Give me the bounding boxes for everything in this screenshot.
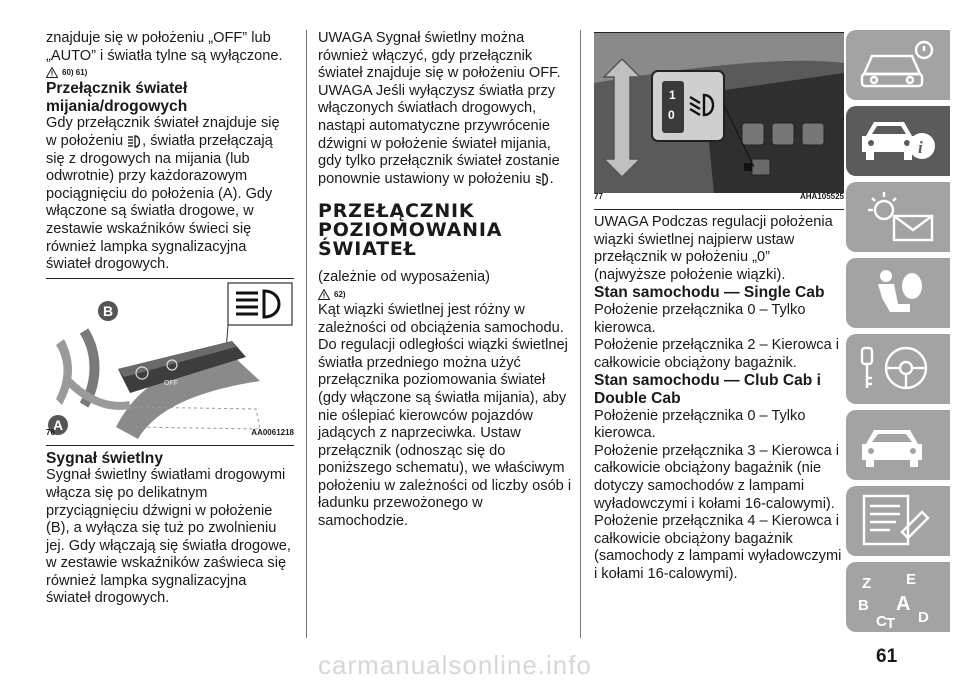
tab-index[interactable]: [846, 562, 950, 632]
column-divider: [580, 30, 581, 638]
paragraph: Sygnał świetlny światłami drogowymi włącza się po delikatnym przyciągnięciu dźwigni w położenie (B), a wyłącza się tuż po zwolnieniu jej. Gdy włączają się światła drogowe, w zestawie wskaźników zaświeca się również lampka sygnalizacyjna świateł drogowych.: [46, 467, 291, 607]
warning-ref: [46, 65, 294, 80]
tab-safety[interactable]: [846, 258, 950, 328]
tab-emergency[interactable]: [846, 410, 950, 480]
section-heading: Stan samochodu — Single Cab: [594, 284, 825, 302]
paragraph-end: .: [549, 170, 554, 187]
index-letter: D: [918, 609, 929, 626]
car-maintenance-icon: [856, 416, 940, 474]
note: UWAGA Podczas regulacji położenia wiązki świetlnej najpierw ustaw przełącznik w położeniu „0” (najwyższe położenie wiązki).: [594, 214, 833, 283]
index-letter: E: [906, 571, 917, 588]
figure-77: [594, 32, 844, 210]
figure-number: 76: [46, 428, 55, 438]
tab-car-info[interactable]: [846, 106, 950, 176]
label-b: B: [103, 302, 114, 319]
tab-warning-lights[interactable]: [846, 182, 950, 252]
paragraph-text: , światła przełączają się z drogowych na mijania (lub odwrotnie) przy każdorazowym pociągnięciu do położenia (A). Gdy włączone są światła drogowe, w zestawie wskaźników świeci się również lampka sygnalizacyjna świateł drogowych.: [46, 132, 273, 273]
note: (zależnie od wyposażenia): [318, 269, 490, 286]
airbag-seat-icon: [856, 264, 940, 322]
warning-ref-text: 62): [334, 289, 346, 299]
figure-76: [46, 278, 294, 446]
paragraph: Położenie przełącznika 0 – Tylko kierowca.: [594, 407, 806, 442]
svg-text:i: i: [918, 138, 923, 157]
leveling-switch-illustration: [594, 33, 844, 209]
digit-0: 0: [668, 108, 675, 122]
figure-code: AHA105525: [799, 192, 844, 202]
warning-ref-text: 60) 61): [62, 67, 88, 77]
paragraph: [46, 115, 294, 273]
paragraph: Położenie przełącznika 3 – Kierowca i całkowicie obciążony bagażnik (nie dotyczy samochodów z lampami wyładowczymi i kołami 16-calowymi).: [594, 442, 839, 512]
paragraph: Położenie przełącznika 4 – Kierowca i całkowicie obciążony bagażnik (samochody z lampami wyładowczymi i kołami 16-calowymi).: [594, 513, 842, 582]
subheading: Sygnał świetlny: [46, 449, 163, 467]
index-letter: B: [858, 597, 869, 614]
warning-triangle-icon: [318, 289, 330, 300]
index-letter: C: [876, 613, 887, 630]
figure-code: AA0061218: [251, 428, 294, 438]
tab-specs[interactable]: [846, 486, 950, 556]
column-2: [318, 30, 576, 531]
section-heading: Przełącznik świateł mijania/drogowych: [46, 80, 188, 115]
index-letter: T: [886, 615, 896, 630]
tab-dashboard[interactable]: [846, 30, 950, 100]
intro-paragraph: znajduje się w położeniu „OFF” lub „AUTO” i światła tylne są wyłączone.: [46, 30, 283, 64]
chapter-tabs: [846, 30, 950, 638]
figure-number: 77: [594, 192, 603, 202]
digit-1: 1: [669, 88, 676, 102]
paragraph-text: UWAGA Sygnał świetlny można również włączyć, gdy przełącznik świateł znajduje się w położeniu OFF. UWAGA Jeśli wyłączysz światła przy włączonych światłach drogowych, nastąpi automatyczne przywrócenie dźwigni w położenie świateł mijania, gdy tylko przełącznik świateł zostanie ponownie ustawiony w położeniu: [318, 30, 561, 187]
section-heading: PRZEŁĄCZNIK POZIOMOWANIA ŚWIATEŁ: [318, 200, 503, 261]
paragraph: Kąt wiązki świetlnej jest różny w zależności od obciążenia samochodu. Do regulacji odległości wiązki świetlnej światła przedniego można użyć przełącznika poziomowania świateł (gdy włączone są światła mijania), aby nie oślepiać kierowców pojazdów jadących z naprzeciwka. Ustaw przełącznik (odnosząc się do poniższego schematu), we właściwym położeniu w zależności od liczby osób i ładunku przewożonego w samochodzie.: [318, 301, 572, 530]
warning-ref: [318, 287, 576, 302]
car-specs-icon: [856, 492, 940, 550]
paragraph: [318, 30, 576, 188]
watermark: carmanualsonline.info: [318, 650, 592, 680]
page-number: 61: [876, 646, 898, 667]
paragraph-text: Gdy przełącznik świateł znajduje się w położeniu: [46, 115, 280, 149]
low-beam-icon: [535, 173, 550, 186]
tab-driving[interactable]: [846, 334, 950, 404]
index-letters-icon: [856, 568, 940, 630]
column-divider: [306, 30, 307, 638]
paragraph: Położenie przełącznika 0 – Tylko kierowca.: [594, 301, 806, 336]
warning-triangle-icon: [46, 67, 58, 78]
stalk-illustration: [46, 279, 294, 445]
car-dashboard-icon: [856, 36, 940, 94]
column-1: [46, 30, 294, 608]
off-label: OFF: [164, 379, 178, 387]
column-3: [594, 30, 844, 583]
high-beam-icon: [127, 135, 142, 148]
index-letter: Z: [862, 575, 872, 592]
index-letter: A: [896, 593, 911, 615]
key-steering-wheel-icon: [856, 340, 940, 398]
label-a: A: [53, 416, 64, 433]
warning-light-mail-icon: [856, 188, 940, 246]
car-info-icon: [856, 112, 940, 170]
paragraph: Położenie przełącznika 2 – Kierowca i całkowicie obciążony bagażnik.: [594, 337, 839, 371]
section-heading: Stan samochodu — Club Cab i Double Cab: [594, 372, 821, 407]
